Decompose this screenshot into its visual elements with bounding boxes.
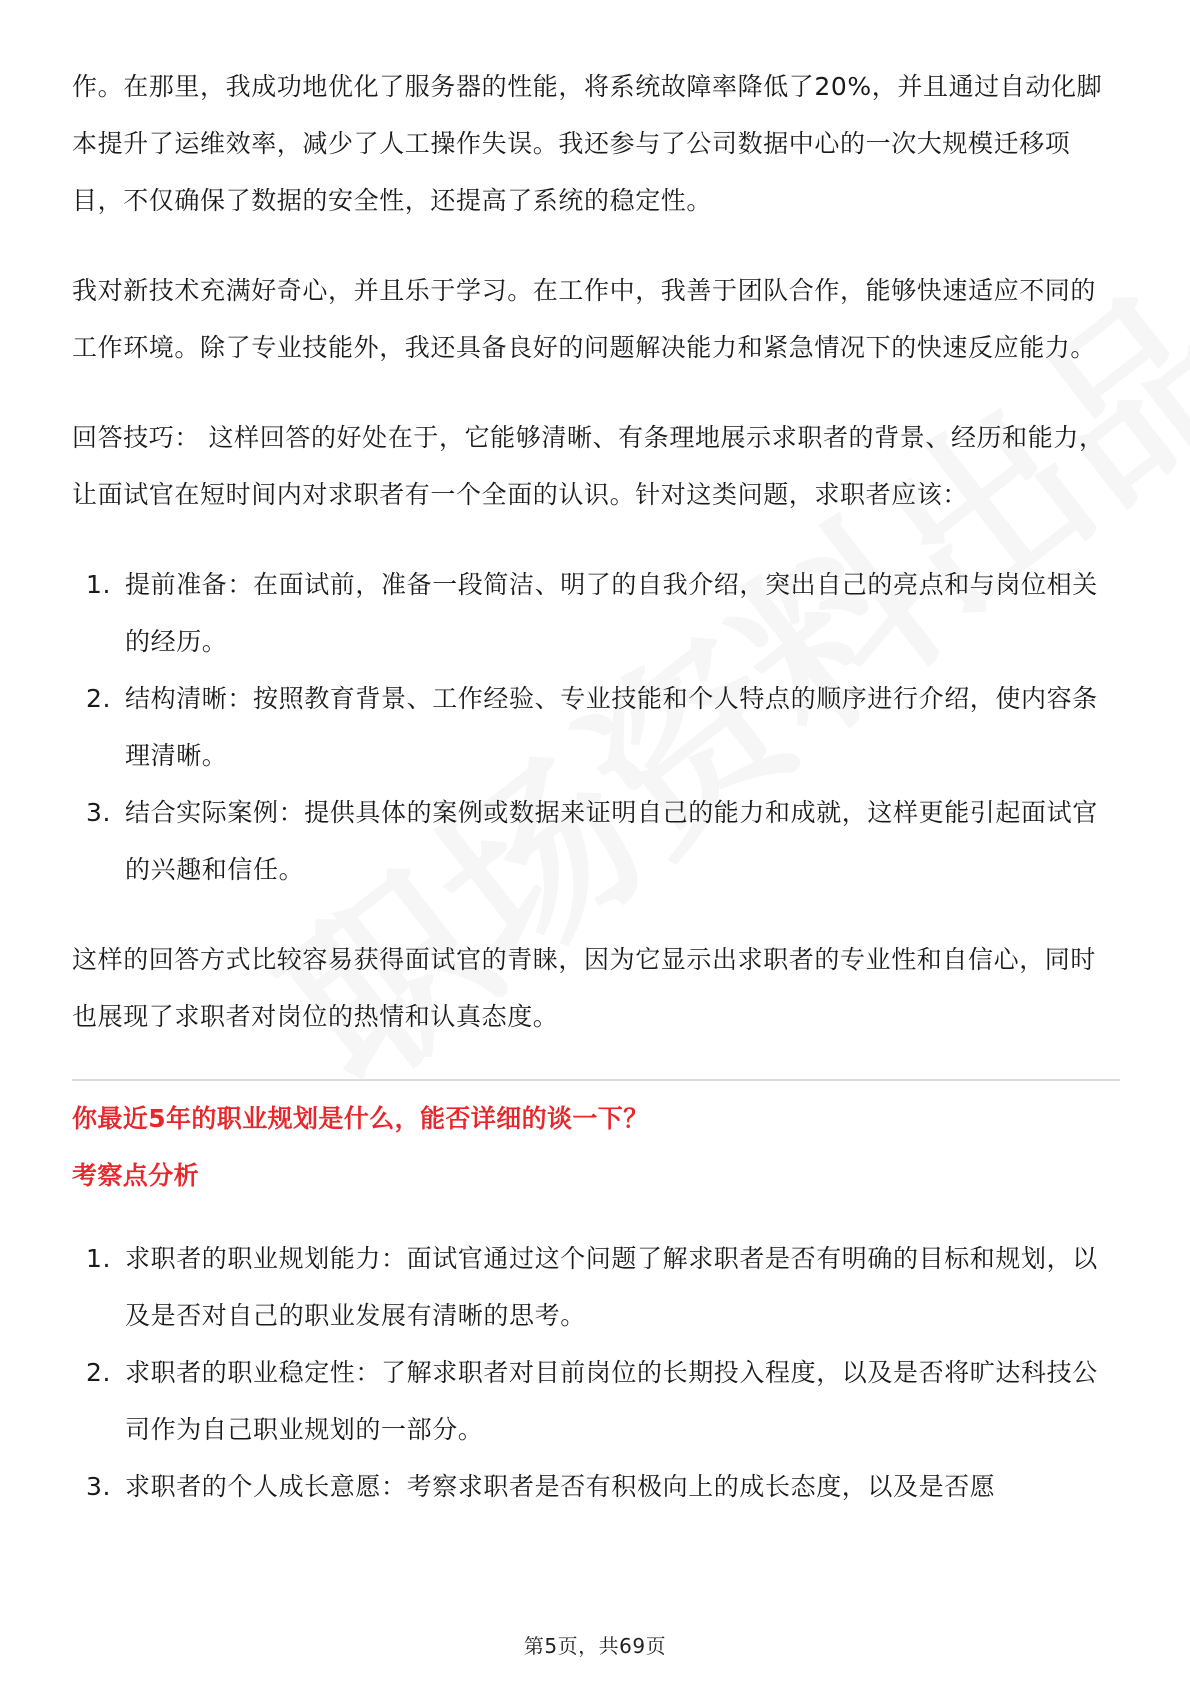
- analysis-list: [72, 1230, 1120, 1515]
- list-number: 2.: [86, 684, 112, 713]
- paragraph-personality: 我对新技术充满好奇心，并且乐于学习。在工作中，我善于团队合作，能够快速适应不同的工作环境。除了专业技能外，我还具备良好的问题解决能力和紧急情况下的快速反应能力。: [72, 276, 1097, 362]
- question-subtitle: 考察点分析: [72, 1161, 200, 1190]
- paragraph-answer-tips: 回答技巧： 这样回答的好处在于，它能够清晰、有条理地展示求职者的背景、经历和能力，让面试官在短时间内对求职者有一个全面的认识。针对这类问题，求职者应该：: [72, 423, 1105, 509]
- list-number: 1.: [86, 1244, 112, 1273]
- list-item: [72, 1230, 1120, 1344]
- paragraph-experience: 作。在那里，我成功地优化了服务器的性能，将系统故障率降低了20%，并且通过自动化脚本提升了运维效率，减少了人工操作失误。我还参与了公司数据中心的一次大规模迁移项目，不仅确保了数据的安全性，还提高了系统的稳定性。: [72, 72, 1103, 215]
- list-text: 求职者的职业规划能力：面试官通过这个问题了解求职者是否有明确的目标和规划，以及是否对自己的职业发展有清晰的思考。: [125, 1244, 1098, 1330]
- list-item: [72, 1344, 1120, 1458]
- list-number: 2.: [86, 1358, 112, 1387]
- list-item: [72, 1458, 1120, 1515]
- list-item: [72, 784, 1120, 898]
- list-number: 1.: [86, 570, 112, 599]
- list-text: 求职者的职业稳定性：了解求职者对目前岗位的长期投入程度，以及是否将旷达科技公司作为自己职业规划的一部分。: [125, 1358, 1098, 1444]
- list-item: [72, 556, 1120, 670]
- list-text: 结构清晰：按照教育背景、工作经验、专业技能和个人特点的顺序进行介绍，使内容条理清晰。: [125, 684, 1098, 770]
- page-content: [72, 58, 1120, 1515]
- tips-list: [72, 556, 1120, 898]
- list-number: 3.: [86, 798, 112, 827]
- list-item: [72, 670, 1120, 784]
- page-number: 第5页，共69页: [523, 1634, 667, 1658]
- list-text: 结合实际案例：提供具体的案例或数据来证明自己的能力和成就，这样更能引起面试官的兴趣和信任。: [125, 798, 1098, 884]
- list-text: 提前准备：在面试前，准备一段简洁、明了的自我介绍，突出自己的亮点和与岗位相关的经历。: [125, 570, 1098, 656]
- list-text: 求职者的个人成长意愿：考察求职者是否有积极向上的成长态度，以及是否愿: [125, 1472, 996, 1501]
- list-number: 3.: [86, 1472, 112, 1501]
- question-title: 你最近5年的职业规划是什么，能否详细的谈一下？: [72, 1104, 649, 1133]
- paragraph-conclusion: 这样的回答方式比较容易获得面试官的青睐，因为它显示出求职者的专业性和自信心，同时也展现了求职者对岗位的热情和认真态度。: [72, 945, 1097, 1031]
